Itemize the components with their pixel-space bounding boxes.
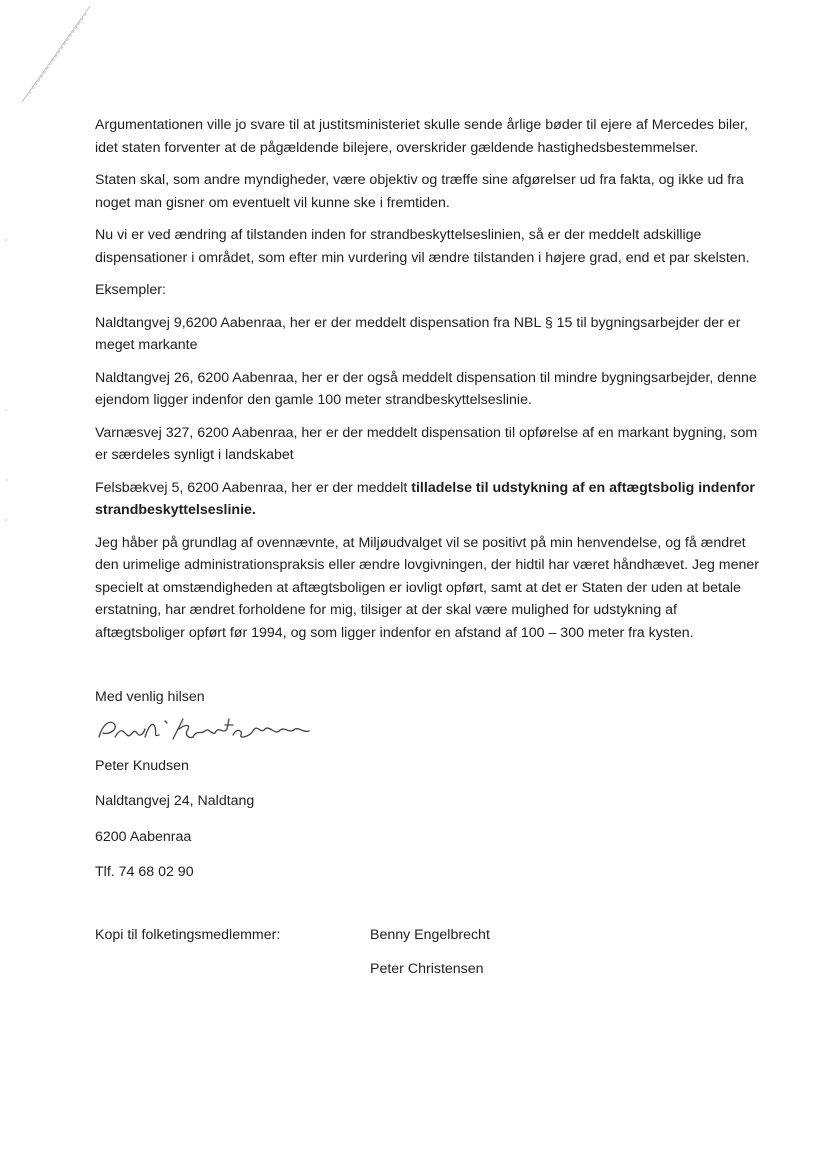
sender-phone: Tlf. 74 68 02 90 [95, 864, 194, 880]
paragraph-heading: Eksempler: [95, 282, 166, 298]
example-item: Naldtangvej 9,6200 Aabenraa, her er der meddelt dispensation fra NBL § 15 til bygningsarbejder der er meget markante [95, 314, 741, 353]
example-text-bold: tilladelse til udstykning af en aftægtsbolig indenfor strandbeskyttelseslinie. [95, 479, 755, 518]
copy-recipients [370, 924, 490, 993]
paragraph: Jeg håber på grundlag af ovennævnte, at Miljøudvalget vil se positivt på min henvendelse, og få ændret den urimelige administrationspraksis eller ændre lovgivningen, der hidtil har været håndhævet. Jeg mener specielt at omstændigheden at aftægtsboligen er iovligt opført, samt at det er Staten der uden at betale erstatning, har ændret forholdene for mig, tilsiger at der skal være mulighed for udstykning af aftægtsboliger opført før 1994, og som ligger indenfor en afstand af 100 – 300 meter fra kysten. [95, 534, 759, 641]
letter-body [95, 114, 760, 994]
closing-block [95, 686, 760, 884]
example-item [95, 477, 760, 522]
example-text: Felsbækvej 5, 6200 Aabenraa, her er der meddelt [95, 479, 412, 496]
scan-artifact-mark [8, 0, 98, 110]
sender-street: Naldtangvej 24, Naldtang [95, 793, 255, 809]
example-item: Naldtangvej 26, 6200 Aabenraa, her er der også meddelt dispensation til mindre bygningsarbejder, denne ejendom ligger indenfor den gamle 100 meter strandbeskyttelseslinie. [95, 369, 757, 408]
copy-label: Kopi til folketingsmedlemmer: [95, 926, 281, 943]
copy-to-block [95, 924, 760, 994]
sender-city: 6200 Aabenraa [95, 828, 192, 845]
paragraph: Staten skal, som andre myndigheder, være objektiv og træffe sine afgørelser ud fra fakta, og ikke ud fra noget man gisner om eventuelt vil kunne ske i fremtiden. [95, 172, 744, 211]
sender-name: Peter Knudsen [95, 757, 189, 774]
greeting: Med venlig hilsen [95, 689, 205, 705]
paragraph: Nu vi er ved ændring af tilstanden inden for strandbeskyttelseslinien, så er der meddelt adskillige dispensationer i området, som efter min vurdering vil ændre tilstanden i højere grad, end et par skelsten. [95, 227, 750, 266]
paragraph: Argumentationen ville jo svare til at justitsministeriet skulle sende årlige bøder til ejere af Mercedes biler, idet staten forventer at de pågældende bilejere, overskrider gældende hastighedsbestemmelser. [95, 117, 748, 156]
copy-recipient: Benny Engelbrecht [370, 926, 490, 943]
scan-artifact-dots [4, 230, 10, 530]
handwritten-signature [93, 713, 343, 747]
copy-recipient: Peter Christensen [370, 961, 484, 977]
example-item: Varnæsvej 327, 6200 Aabenraa, her er der meddelt dispensation til opførelse af en markant bygning, som er særdeles synligt i landskabet [95, 424, 758, 463]
